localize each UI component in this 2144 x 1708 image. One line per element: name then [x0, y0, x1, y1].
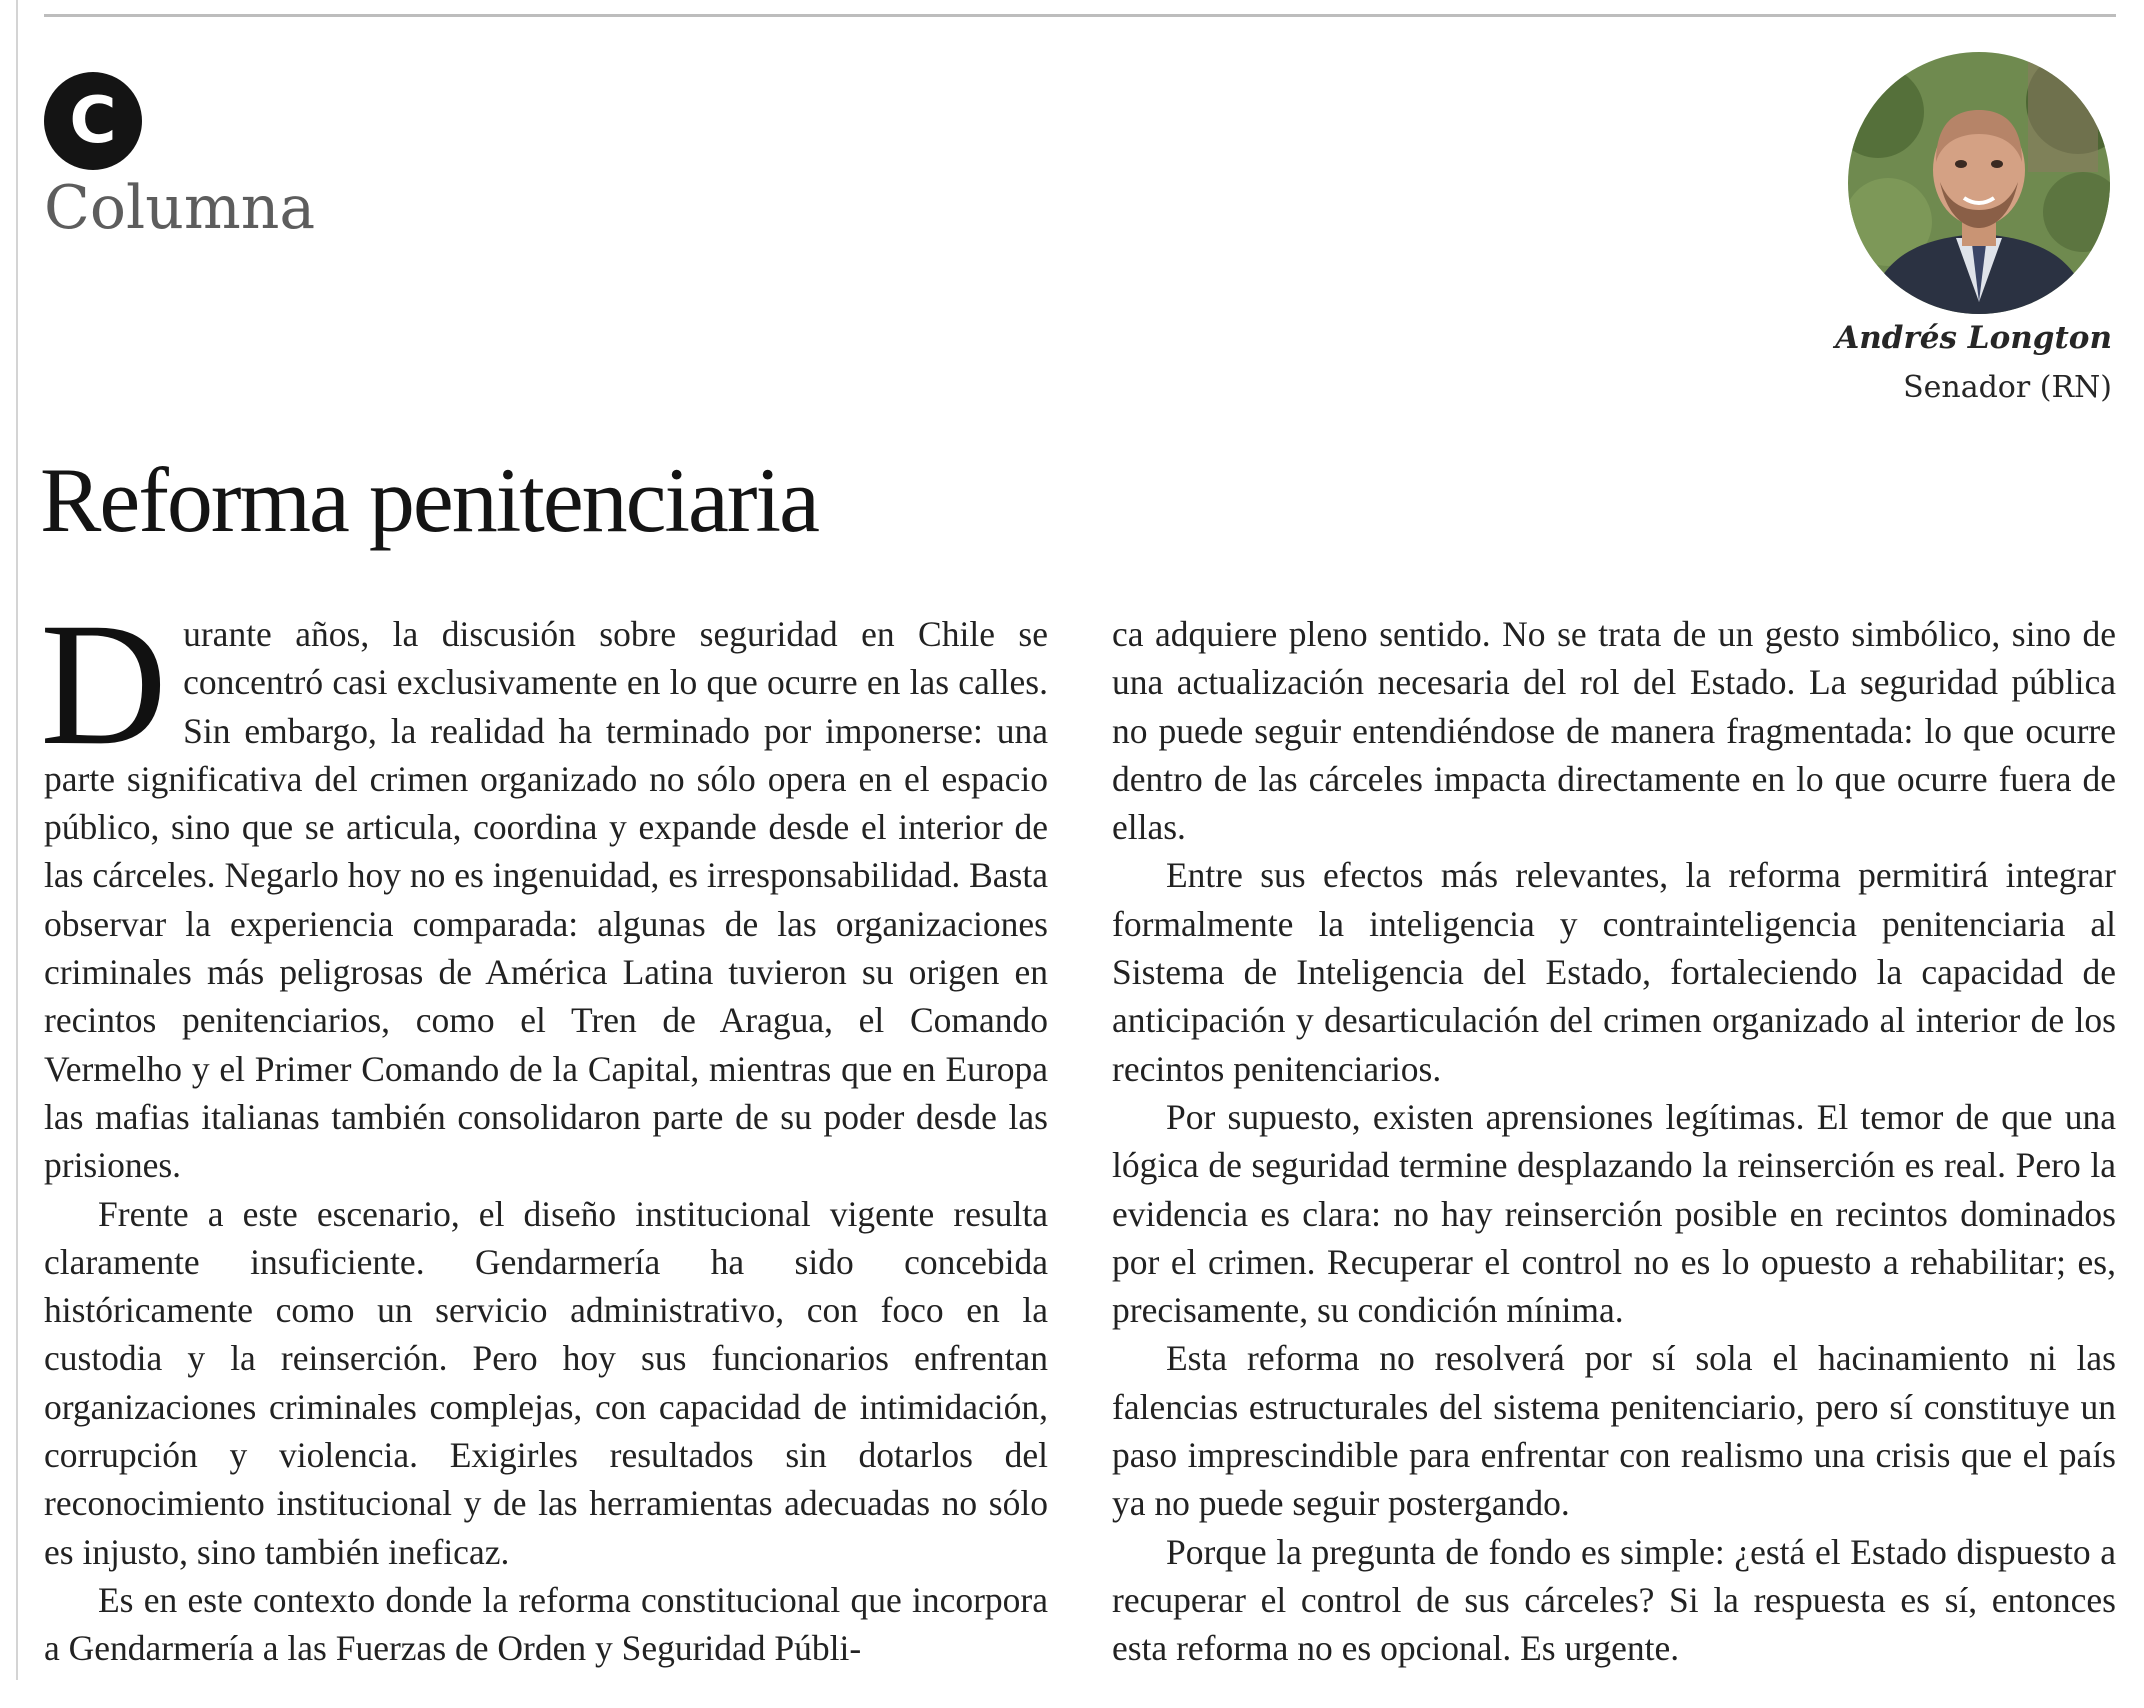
article-paragraph: ca adquiere pleno sentido. No se trata de un gesto simbólico, sino de una actualización necesaria del rol del Estado. La seguridad pública no puede seguir entendiéndose de manera fragmentada: lo que ocurre dentro de las cárceles impacta directamente en lo que ocurre fuera de ellas.	[1112, 614, 2116, 848]
article-column-right	[1112, 610, 2116, 1673]
article-paragraph: Esta reforma no resolverá por sí sola el hacinamiento ni las falencias estructurales del sistema penitenciario, pero sí constituye un paso imprescindible para enfrentar con realismo una crisis que el país ya no puede seguir postergando.	[1112, 1338, 2116, 1524]
author-photo	[1848, 52, 2110, 314]
author-role: Senador (RN)	[1903, 370, 2112, 405]
left-margin-rule	[16, 0, 18, 1680]
drop-cap: D	[40, 587, 168, 782]
article-paragraph: Por supuesto, existen aprensiones legítimas. El temor de que una lógica de seguridad termine desplazando la reinserción es real. Pero la evidencia es clara: no hay reinserción posible en recintos dominados por el crimen. Recuperar el control no es lo opuesto a rehabilitar; es, precisamente, su condición mínima.	[1112, 1096, 2116, 1331]
article-paragraph: Porque la pregunta de fondo es simple: ¿está el Estado dispuesto a recuperar el control de sus cárceles? Si la respuesta es sí, entonces esta reforma no es opcional. Es urgente.	[1112, 1531, 2116, 1669]
article-paragraph: Frente a este escenario, el diseño institucional vigente resulta claramente insuficiente. Gendarmería ha sido concebida históricamente como un servicio administrativo, con foco en la custodia y la reinserción. Pero hoy sus funcionarios enfrentan organizaciones criminales complejas, con capacidad de intimidación, corrupción y violencia. Exigirles resultados sin dotarlos del reconocimiento institucional y de las herramientas adecuadas no sólo es injusto, sino también ineficaz.	[44, 1193, 1048, 1572]
article-paragraph: Entre sus efectos más relevantes, la reforma permitirá integrar formalmente la inteligencia y contrainteligencia penitenciaria al Sistema de Inteligencia del Estado, fortaleciendo la capacidad de anticipación y desarticulación del crimen organizado al interior de los recintos penitenciarios.	[1112, 855, 2116, 1089]
article-column-left	[40, 587, 1048, 1673]
paragraph-text: urante años, la discusión sobre seguridad en Chile se concentró casi exclusivamente en lo que ocurre en las calles. Sin embargo, la realidad ha terminado por imponerse: una parte significativa del crimen organizado no sólo opera en el espacio público, sino que se articula, coordina y expande desde el interior de las cárceles. Negarlo hoy no es ingenuidad, es irresponsabilidad. Basta observar la experiencia comparada: algunas de las organizaciones criminales más peligrosas de América Latina tuvieron su origen en recintos penitenciarios, como el Tren de Aragua, el Comando Vermelho y el Primer Comando de la Capital, mientras que en Europa las mafias italianas también consolidaron parte de su poder desde las prisiones.	[44, 614, 1048, 1186]
article-paragraph	[40, 587, 1048, 1190]
section-label: Columna	[44, 173, 316, 243]
section-badge: C	[44, 72, 142, 170]
author-portrait-image	[1848, 52, 2110, 314]
article-paragraph: Es en este contexto donde la reforma constitucional que incorpora a Gendarmería a las Fuerzas de Orden y Seguridad Públi-	[44, 1579, 1048, 1669]
article-title: Reforma penitenciaria	[40, 449, 818, 551]
author-name: Andrés Longton	[1835, 320, 2112, 356]
top-rule	[44, 14, 2116, 17]
